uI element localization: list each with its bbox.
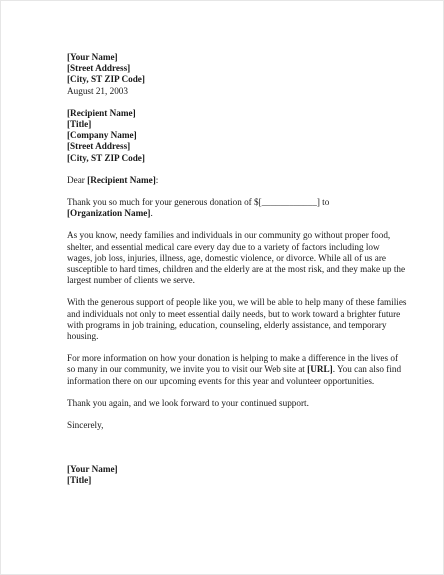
recipient-company: [Company Name] (67, 130, 137, 141)
signer-title: [Title] (67, 475, 92, 486)
info-text-end: . You can also find information there on our upcoming events for this year and volunteer opportunities. (67, 364, 402, 386)
paragraph-support: With the generous support of people like you, we will be able to help many of these families and individuals not only to meet essential daily needs, but to work toward a brighter future with programs in job training, education, counseling, elderly assistance, and temporary housing. (67, 297, 407, 342)
salutation-suffix: : (155, 174, 159, 185)
salutation (67, 175, 407, 186)
signer-name: [Your Name] (67, 464, 118, 475)
website-url: [URL] (307, 364, 333, 375)
sender-street: [Street Address] (67, 63, 131, 74)
signature-block (67, 464, 407, 486)
recipient-name: [Recipient Name] (67, 107, 136, 118)
recipient-title: [Title] (67, 119, 92, 130)
recipient-address-block (67, 108, 407, 164)
thanks-period: . (150, 208, 153, 219)
sender-city: [City, ST ZIP Code] (67, 74, 145, 85)
organization-name: [Organization Name] (67, 208, 151, 219)
recipient-city: [City, ST ZIP Code] (67, 152, 145, 163)
donation-amount-blank: ____________ (261, 197, 317, 208)
thanks-text: Thank you so much for your generous donation of $[ (67, 197, 262, 208)
paragraph-needs: As you know, needy families and individuals in our community go without proper food, shelter, and essential medical care every day due to a variety of factors including low wages, job loss, injuries, illness, age, domestic violence, or divorce. While all of us are susceptible to hard times, children and the elderly are at the most risk, and they make up the largest number of clients we serve. (67, 230, 406, 286)
thanks-paragraph (67, 197, 407, 219)
paragraph-info (67, 353, 407, 387)
thanks-line-end: ] to (316, 197, 330, 208)
sender-name: [Your Name] (67, 52, 118, 62)
signature-space (67, 431, 407, 464)
spacer (67, 97, 407, 108)
recipient-street: [Street Address] (67, 141, 131, 152)
closing-text: Sincerely, (67, 420, 104, 431)
salutation-prefix: Dear (67, 174, 88, 185)
thanks-line (67, 197, 329, 207)
info-text-start: For more information on how your donation is helping to make a difference in the lives of so many in our community, we invite you to visit our Web site at (67, 353, 399, 375)
spacer (67, 164, 407, 175)
sender-address-block (67, 52, 407, 97)
letter-date: August 21, 2003 (67, 85, 128, 96)
letter-body (67, 52, 407, 487)
salutation-name: [Recipient Name] (87, 174, 156, 185)
paragraph-thanks-again: Thank you again, and we look forward to your continued support. (67, 397, 309, 408)
